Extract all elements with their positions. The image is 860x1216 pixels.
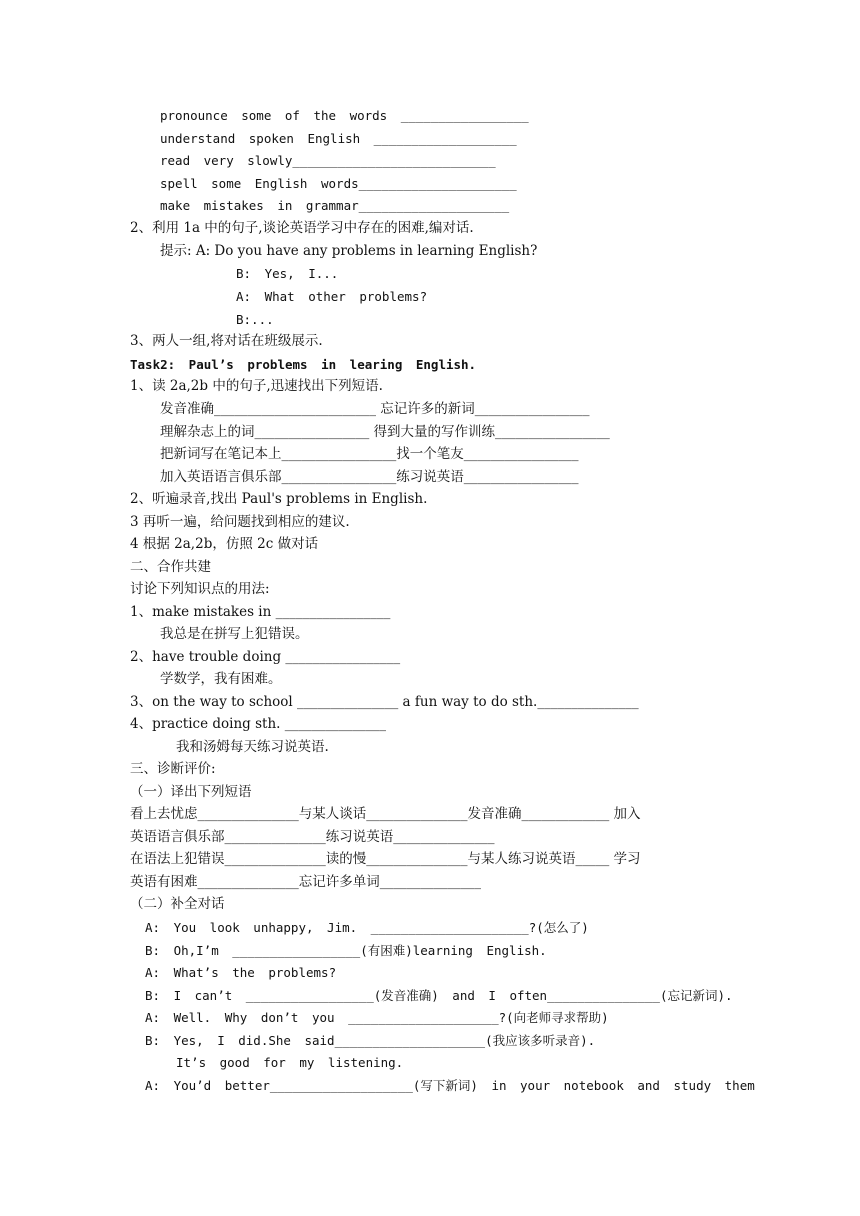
phrase-row-2: 理解杂志上的词_________________ 得到大量的写作训练_________________	[160, 424, 610, 440]
dialog-line-1: A: You look unhappy, Jim. _____________________?(怎么了)	[145, 920, 589, 935]
phrase-line-2: understand spoken English ___________________	[160, 131, 517, 146]
task2-heading: Task2: Paul’s problems in learing English.	[130, 357, 477, 372]
translate-line-4: 英语有困难_______________忘记许多单词_______________	[130, 874, 481, 890]
point-3: 3、on the way to school _______________ a fun way to do sth._______________	[130, 694, 639, 710]
phrase-row-4: 加入英语语言俱乐部_________________练习说英语_________________	[160, 469, 579, 485]
phrase-line-1: pronounce some of the words _________________	[160, 108, 529, 123]
dialog-line-3: A: What’s the problems?	[145, 965, 337, 980]
phrase-row-3: 把新词写在笔记本上_________________找一个笔友_________________	[160, 446, 579, 462]
dialog-b-1: B: Yes, I...	[236, 266, 339, 281]
section-2-heading: 二、合作共建	[130, 559, 211, 575]
translate-line-3: 在语法上犯错误_______________读的慢_______________与某人练习说英语_____ 学习	[130, 851, 641, 867]
task2-step-1: 1、读 2a,2b 中的句子,迅速找出下列短语.	[130, 378, 383, 394]
point-4: 4、practice doing sth. _______________	[130, 716, 386, 732]
dialog-a-1: A: What other problems?	[236, 289, 428, 304]
dialog-line-7: It’s good for my listening.	[176, 1055, 404, 1070]
point-1: 1、make mistakes in _________________	[130, 604, 391, 620]
task2-step-4: 4 根据 2a,2b，仿照 2c 做对话	[130, 536, 319, 552]
instruction-2: 2、利用 1a 中的句子,谈论英语学习中存在的困难,编对话.	[130, 220, 474, 236]
dialog-line-2: B: Oh,I’m _________________(有困难)learning English.	[145, 943, 547, 958]
part-2-heading: （二）补全对话	[130, 896, 225, 912]
task2-step-2: 2、听遍录音,找出 Paul's problems in English.	[130, 491, 428, 507]
point-1-example: 我总是在拼写上犯错误。	[160, 626, 309, 642]
dialog-line-4: B: I can’t _________________(发音准确) and I often_______________(忘记新词).	[145, 988, 733, 1003]
translate-line-2: 英语语言俱乐部_______________练习说英语_______________	[130, 829, 495, 845]
dialog-b-2: B:...	[236, 312, 274, 327]
point-4-example: 我和汤姆每天练习说英语.	[176, 739, 329, 755]
phrase-row-1: 发音准确________________________ 忘记许多的新词_________________	[160, 401, 590, 417]
phrase-line-4: spell some English words_____________________	[160, 176, 517, 191]
section-3-heading: 三、诊断评价:	[130, 761, 216, 777]
dialog-line-8: A: You’d better___________________(写下新词) in your notebook and study them	[145, 1078, 755, 1093]
dialog-line-6: B: Yes, I did.She said____________________(我应该多听录音).	[145, 1033, 596, 1048]
translate-line-1: 看上去忧虑_______________与某人谈话_______________发音准确_____________ 加入	[130, 806, 641, 822]
dialog-line-5: A: Well. Why don’t you ____________________?(向老师寻求帮助)	[145, 1010, 609, 1025]
discussion-intro: 讨论下列知识点的用法:	[130, 581, 270, 597]
phrase-line-3: read very slowly___________________________	[160, 153, 496, 168]
task2-step-3: 3 再听一遍，给问题找到相应的建议.	[130, 514, 350, 530]
instruction-3: 3、两人一组,将对话在班级展示.	[130, 333, 323, 349]
hint-line: 提示: A: Do you have any problems in learning English?	[160, 243, 538, 259]
point-2-example: 学数学，我有困难。	[160, 671, 282, 687]
point-2: 2、have trouble doing _________________	[130, 649, 401, 665]
phrase-line-5: make mistakes in grammar____________________	[160, 198, 510, 213]
part-1-heading: （一）译出下列短语	[130, 784, 252, 800]
